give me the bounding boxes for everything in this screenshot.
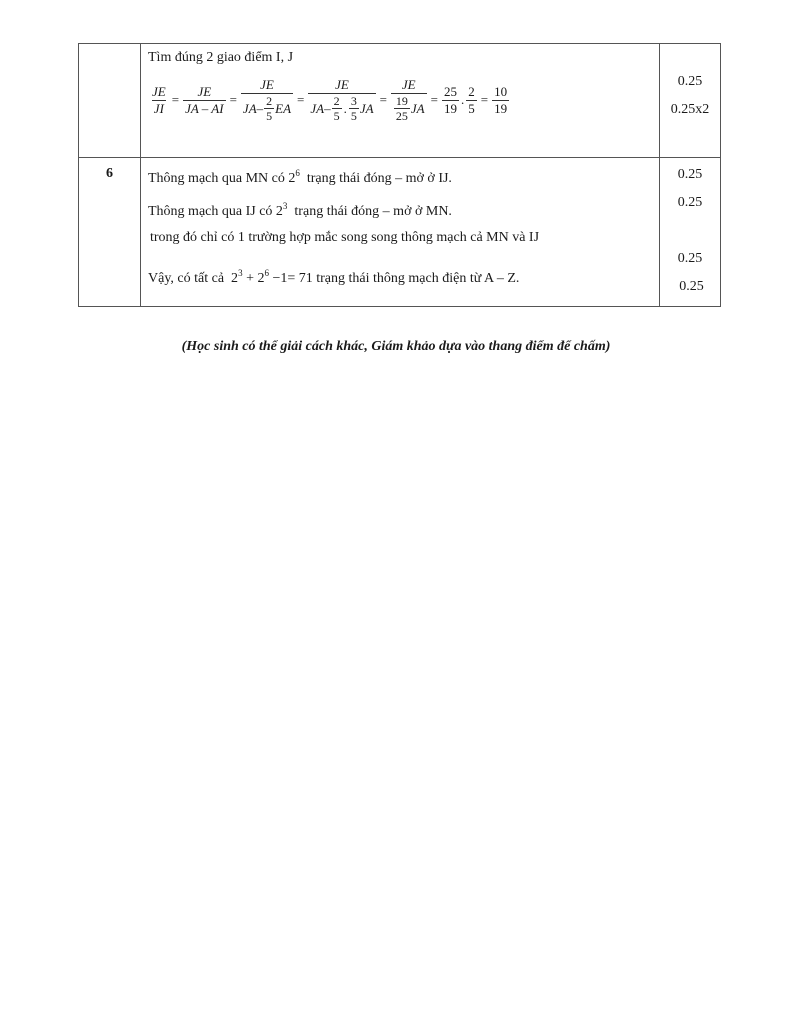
denominator: 5: [333, 109, 340, 123]
inner-fraction: [349, 95, 359, 122]
equals-sign: =: [480, 92, 489, 107]
solution-cell: [141, 44, 660, 158]
numerator: JE: [335, 77, 349, 92]
numerator: 19: [395, 94, 408, 108]
equals-sign: =: [430, 92, 438, 107]
inner-fraction: [264, 95, 274, 122]
fraction: [150, 85, 168, 116]
denominator-part: JA: [410, 100, 425, 116]
equals-sign: =: [171, 92, 180, 107]
numerator: 10: [494, 83, 508, 99]
table-row: [79, 44, 721, 158]
solution-line: Thông mạch qua MN có $2^6$ trạng thái đóng – mở ở IJ.: [148, 168, 452, 186]
solution-line: Thông mạch qua IJ có $2^3$ trạng thái đóng – mở ở MN.: [148, 201, 452, 219]
denominator: JI: [153, 100, 164, 116]
denominator: 5: [350, 109, 357, 123]
score-cell: [660, 44, 721, 158]
question-number: 6: [106, 166, 113, 181]
grading-table: [78, 43, 721, 307]
denominator: 25: [395, 109, 408, 123]
question-number-cell: [79, 158, 141, 307]
fraction: [492, 85, 509, 116]
solution-cell: [141, 158, 660, 307]
denominator-part: JA–: [242, 100, 264, 116]
denominator: 5: [468, 100, 475, 116]
denominator: 5: [266, 109, 273, 123]
denominator: 19: [443, 100, 457, 116]
solution-text: Tìm đúng 2 giao điểm I, J: [148, 50, 294, 65]
inner-fraction: [332, 95, 342, 122]
fraction: [391, 78, 427, 122]
denominator-part: JA: [359, 100, 374, 116]
numerator: JE: [152, 83, 166, 99]
denominator: JA – AI: [185, 100, 224, 116]
dot-operator: .: [343, 100, 347, 116]
score-value: 0.25: [677, 195, 703, 210]
numerator: 2: [333, 94, 340, 108]
score-value: 0.25: [677, 74, 703, 89]
solution-line: trong đó chỉ có 1 trường hợp mắc song song thông mạch cả MN và IJ: [150, 230, 540, 245]
fraction: [241, 78, 293, 122]
fraction: [466, 85, 477, 116]
equals-sign: =: [229, 92, 237, 107]
score-value: 0.25: [677, 167, 703, 182]
numerator: 3: [350, 94, 357, 108]
numerator: 25: [443, 83, 457, 99]
denominator: [391, 93, 427, 122]
equals-sign: =: [379, 92, 387, 107]
score-value: 0.25: [677, 251, 703, 266]
score-value: 0.25x2: [670, 102, 710, 117]
grading-note: (Học sinh có thể giải cách khác, Giám khảo dựa vào thang điểm để chấm): [181, 339, 611, 354]
denominator: [308, 93, 375, 122]
numerator: JE: [401, 77, 416, 92]
score-value: 0.25: [679, 279, 704, 294]
table-row: [79, 158, 721, 307]
denominator-part: EA: [275, 100, 292, 116]
numerator: JE: [260, 77, 274, 92]
score-cell: [660, 158, 721, 307]
solution-line: Vậy, có tất cả $2^3 + 2^6 -1= 71$ trạng thái thông mạch điện từ A – Z.: [148, 268, 520, 286]
inner-fraction: [394, 95, 410, 122]
fraction: [308, 78, 375, 122]
question-number-cell: [79, 44, 141, 158]
numerator: 2: [468, 83, 475, 99]
ratio-formula: $\frac{JE}{JI}$ = $\frac{JE}{JA - AI}$ = JE JA– $\frac{2}{5}$ EA = JE JA– $\frac{2}{5}$ . $\frac{3}{5}$ JA = JE $\frac{19}{25}$ JA = $\frac{25}{19}$ . $\frac{2}{5}$ = $\frac{10}{19}$: [152, 77, 508, 123]
denominator: [241, 93, 293, 122]
fraction: [183, 85, 226, 116]
equals-sign: =: [297, 92, 305, 107]
numerator: JE: [197, 83, 212, 99]
fraction: [442, 85, 459, 116]
numerator: 2: [266, 94, 273, 108]
denominator-part: JA–: [310, 100, 331, 116]
denominator: 19: [494, 100, 508, 116]
